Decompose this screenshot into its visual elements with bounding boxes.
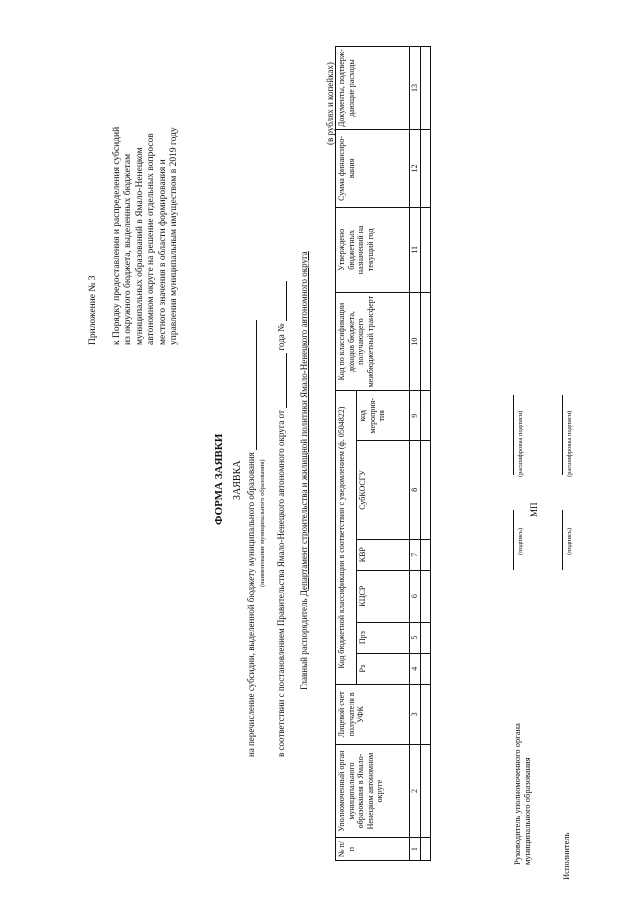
column-number: 5 <box>410 622 421 653</box>
appendix-line: муниципальных образований в Ямало-Ненецком <box>134 147 145 345</box>
head-sign-caption: (подпись) <box>517 528 524 555</box>
table-cell[interactable] <box>420 391 430 441</box>
table-cell[interactable] <box>420 838 430 861</box>
header-income: Код по классификации доходов бюджета, получающего межбюджетный трансферт <box>336 292 410 391</box>
table-row <box>420 47 430 861</box>
appendix-line: местного значения в области формирования и <box>157 159 168 345</box>
basis-year: года № <box>276 323 286 351</box>
header-prz: Прз <box>357 622 410 653</box>
date-fill-line <box>277 353 287 408</box>
basis-line <box>275 281 287 757</box>
header-bk-group: Код бюджетной классификации в соответствии с уведомлением (ф. 0504822) <box>336 391 357 684</box>
header-body: Уполномоченный орган муниципального образования в Ямало-Ненецком автономном округе <box>336 744 410 837</box>
head-label-line1: Руководитель уполномоченного органа <box>512 723 522 865</box>
header-kvr: КВР <box>357 539 410 570</box>
column-number: 11 <box>410 207 421 292</box>
header-event: код мероприя-тия <box>357 391 410 441</box>
chief-value: Департамент строительства и жилищной политики Ямало-Ненецкого автономного округа <box>299 251 309 597</box>
table-header-row <box>336 47 357 861</box>
column-number: 2 <box>410 744 421 837</box>
table-cell[interactable] <box>420 684 430 744</box>
table-cell[interactable] <box>420 441 430 540</box>
table-cell[interactable] <box>420 622 430 653</box>
column-number: 6 <box>410 570 421 622</box>
stamp-placeholder: МП <box>529 502 539 517</box>
column-number: 1 <box>410 838 421 861</box>
appendix-line: автономном округе на решение отдельных вопросов <box>146 133 156 345</box>
table-cell[interactable] <box>420 207 430 292</box>
appendix-line: из окружного бюджета, выделенных бюджетам <box>123 153 133 345</box>
header-amount: Сумма финансиро-вания <box>336 130 410 208</box>
column-number: 3 <box>410 684 421 744</box>
purpose-hint: (наименование муниципального образования) <box>259 459 266 587</box>
header-no: № п/п <box>336 838 410 861</box>
table-cell[interactable] <box>420 539 430 570</box>
header-kcsr: КЦСР <box>357 570 410 622</box>
units-note: (в рублях и копейках) <box>325 62 335 145</box>
header-account: Лицевой счет получателя в УФК <box>336 684 410 744</box>
column-number: 8 <box>410 441 421 540</box>
appendix-number: Приложение № 3 <box>88 275 98 345</box>
request-table <box>335 46 431 861</box>
appendix-block <box>88 85 181 345</box>
municipality-fill-line <box>247 320 257 450</box>
table-cell[interactable] <box>420 47 430 130</box>
table-cell[interactable] <box>420 292 430 391</box>
head-signature-line <box>513 510 514 570</box>
header-subkosgu: СубКОСГУ <box>357 441 410 540</box>
header-docs: Документы, подтверж-дающие расходы <box>336 47 410 130</box>
appendix-line: управления муниципальным имуществом в 2019 году <box>169 127 179 345</box>
executor-signature-line <box>562 510 563 570</box>
column-number: 13 <box>410 47 421 130</box>
head-decode-line <box>513 395 514 475</box>
head-label-line2: муниципального образования <box>522 757 532 865</box>
table-cell[interactable] <box>420 130 430 208</box>
column-number: 7 <box>410 539 421 570</box>
form-subtitle: ЗАЯВКА <box>232 460 243 500</box>
executor-decode-line <box>562 395 563 475</box>
purpose-line <box>245 320 257 757</box>
table-cell[interactable] <box>420 570 430 622</box>
table-cell[interactable] <box>420 653 430 684</box>
table-cell[interactable] <box>420 744 430 837</box>
header-rz: Рз <box>357 653 410 684</box>
column-number: 4 <box>410 653 421 684</box>
column-number: 12 <box>410 130 421 208</box>
head-signature-label <box>512 723 532 865</box>
executor-decode-caption: (расшифровка подписи) <box>566 410 573 477</box>
appendix-line: к Порядку предоставления и распределения субсидий <box>111 126 122 345</box>
purpose-prefix: на перечисление субсидии, выделенной бюджету муниципального образования <box>246 452 256 757</box>
head-decode-caption: (расшифровка подписи) <box>517 410 524 477</box>
column-number: 10 <box>410 292 421 391</box>
column-number: 9 <box>410 391 421 441</box>
number-fill-line <box>277 281 287 321</box>
executor-label: Исполнитель <box>561 832 571 880</box>
form-title: ФОРМА ЗАЯВКИ <box>213 433 225 525</box>
chief-prefix: Главный распорядитель <box>299 598 309 690</box>
column-number-row <box>410 47 421 861</box>
header-approved: Утверждено бюджетных назначений на текущий год <box>336 207 410 292</box>
executor-sign-caption: (подпись) <box>566 528 573 555</box>
basis-prefix: в соответствии с постановлением Правительства Ямало-Ненецкого автономного округа от <box>276 410 286 757</box>
chief-line <box>298 251 310 690</box>
